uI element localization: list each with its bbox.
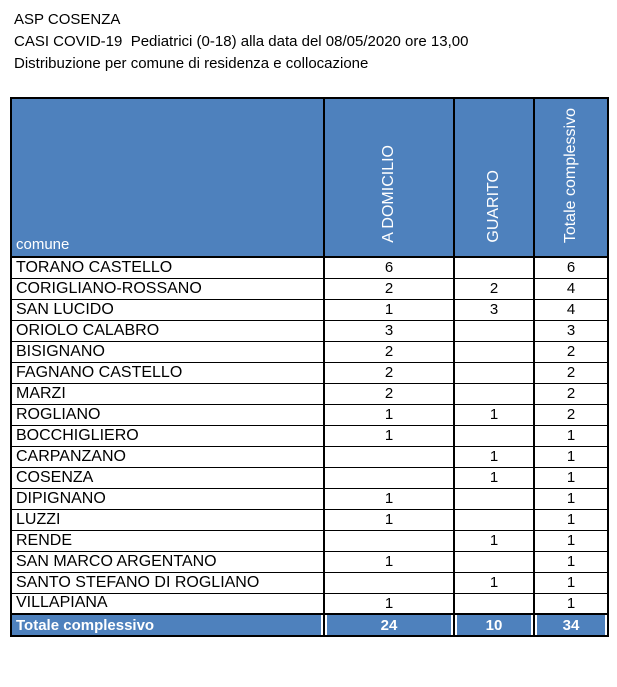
table-row: [11, 257, 608, 278]
totale-cell: 2: [534, 383, 608, 404]
guarito-cell: 1: [454, 446, 534, 467]
guarito-cell: [454, 320, 534, 341]
a-domicilio-cell: 1: [324, 488, 454, 509]
total-complessivo: 34: [534, 614, 608, 636]
a-domicilio-cell: 2: [324, 341, 454, 362]
column-header-totale-complessivo-label: Totale complessivo: [562, 107, 580, 243]
a-domicilio-cell: 3: [324, 320, 454, 341]
a-domicilio-cell: 2: [324, 383, 454, 404]
corner-header-comune: comune: [11, 98, 324, 257]
guarito-cell: [454, 383, 534, 404]
comune-cell: FAGNANO CASTELLO: [11, 362, 324, 383]
totale-cell: 1: [534, 551, 608, 572]
table-row: [11, 509, 608, 530]
report-subtitle: Distribuzione per comune di residenza e collocazione: [14, 55, 369, 72]
comune-cell: BISIGNANO: [11, 341, 324, 362]
total-a-domicilio: 24: [324, 614, 454, 636]
covid-cases-table: [10, 97, 609, 637]
a-domicilio-cell: 1: [324, 593, 454, 614]
table-row: [11, 320, 608, 341]
comune-cell: CARPANZANO: [11, 446, 324, 467]
table-row: [11, 278, 608, 299]
table-row: [11, 530, 608, 551]
table-row: [11, 488, 608, 509]
table-row: [11, 593, 608, 614]
totale-cell: 3: [534, 320, 608, 341]
header-row: [11, 98, 608, 257]
table-row: [11, 299, 608, 320]
report-org: ASP COSENZA: [14, 11, 121, 28]
guarito-cell: 1: [454, 530, 534, 551]
totale-cell: 1: [534, 467, 608, 488]
comune-cell: LUZZI: [11, 509, 324, 530]
comune-cell: DIPIGNANO: [11, 488, 324, 509]
comune-cell: COSENZA: [11, 467, 324, 488]
table-header: [11, 98, 608, 257]
table-row: [11, 383, 608, 404]
a-domicilio-cell: 1: [324, 509, 454, 530]
report-header: [0, 0, 617, 75]
table-row: [11, 362, 608, 383]
guarito-cell: 1: [454, 467, 534, 488]
totale-cell: 4: [534, 278, 608, 299]
comune-cell: VILLAPIANA: [11, 593, 324, 614]
column-header-a-domicilio-label: A DOMICILIO: [380, 145, 398, 243]
comune-cell: SAN MARCO ARGENTANO: [11, 551, 324, 572]
guarito-cell: [454, 551, 534, 572]
guarito-cell: 3: [454, 299, 534, 320]
guarito-cell: 2: [454, 278, 534, 299]
a-domicilio-cell: 1: [324, 551, 454, 572]
a-domicilio-cell: [324, 446, 454, 467]
total-guarito: 10: [454, 614, 534, 636]
guarito-cell: [454, 593, 534, 614]
total-row: [11, 614, 608, 636]
a-domicilio-cell: 1: [324, 425, 454, 446]
a-domicilio-cell: [324, 467, 454, 488]
a-domicilio-cell: 1: [324, 404, 454, 425]
column-header-totale-complessivo: [534, 98, 608, 257]
table-body: [11, 257, 608, 614]
column-header-guarito-label: GUARITO: [485, 170, 503, 243]
comune-cell: CORIGLIANO-ROSSANO: [11, 278, 324, 299]
table-row: [11, 551, 608, 572]
totale-cell: 2: [534, 341, 608, 362]
comune-cell: MARZI: [11, 383, 324, 404]
table-footer: [11, 614, 608, 636]
report-title: CASI COVID-19 Pediatrici (0-18) alla data del 08/05/2020 ore 13,00: [14, 33, 469, 50]
a-domicilio-cell: [324, 572, 454, 593]
comune-cell: BOCCHIGLIERO: [11, 425, 324, 446]
a-domicilio-cell: 6: [324, 257, 454, 278]
comune-cell: SANTO STEFANO DI ROGLIANO: [11, 572, 324, 593]
guarito-cell: [454, 488, 534, 509]
a-domicilio-cell: [324, 530, 454, 551]
totale-cell: 1: [534, 593, 608, 614]
comune-cell: RENDE: [11, 530, 324, 551]
totale-cell: 4: [534, 299, 608, 320]
totale-cell: 2: [534, 362, 608, 383]
totale-cell: 1: [534, 509, 608, 530]
totale-cell: 1: [534, 530, 608, 551]
guarito-cell: 1: [454, 572, 534, 593]
totale-cell: 1: [534, 488, 608, 509]
guarito-cell: [454, 362, 534, 383]
comune-cell: SAN LUCIDO: [11, 299, 324, 320]
totale-cell: 1: [534, 425, 608, 446]
table-row: [11, 425, 608, 446]
column-header-a-domicilio: [324, 98, 454, 257]
a-domicilio-cell: 2: [324, 362, 454, 383]
guarito-cell: [454, 341, 534, 362]
comune-cell: TORANO CASTELLO: [11, 257, 324, 278]
total-row-label: Totale complessivo: [11, 614, 324, 636]
a-domicilio-cell: 2: [324, 278, 454, 299]
totale-cell: 1: [534, 446, 608, 467]
guarito-cell: [454, 425, 534, 446]
a-domicilio-cell: 1: [324, 299, 454, 320]
table-row: [11, 572, 608, 593]
column-header-guarito: [454, 98, 534, 257]
comune-cell: ORIOLO CALABRO: [11, 320, 324, 341]
table-row: [11, 467, 608, 488]
totale-cell: 2: [534, 404, 608, 425]
guarito-cell: [454, 509, 534, 530]
guarito-cell: [454, 257, 534, 278]
totale-cell: 6: [534, 257, 608, 278]
table-row: [11, 446, 608, 467]
guarito-cell: 1: [454, 404, 534, 425]
comune-cell: ROGLIANO: [11, 404, 324, 425]
table-row: [11, 341, 608, 362]
table-row: [11, 404, 608, 425]
totale-cell: 1: [534, 572, 608, 593]
